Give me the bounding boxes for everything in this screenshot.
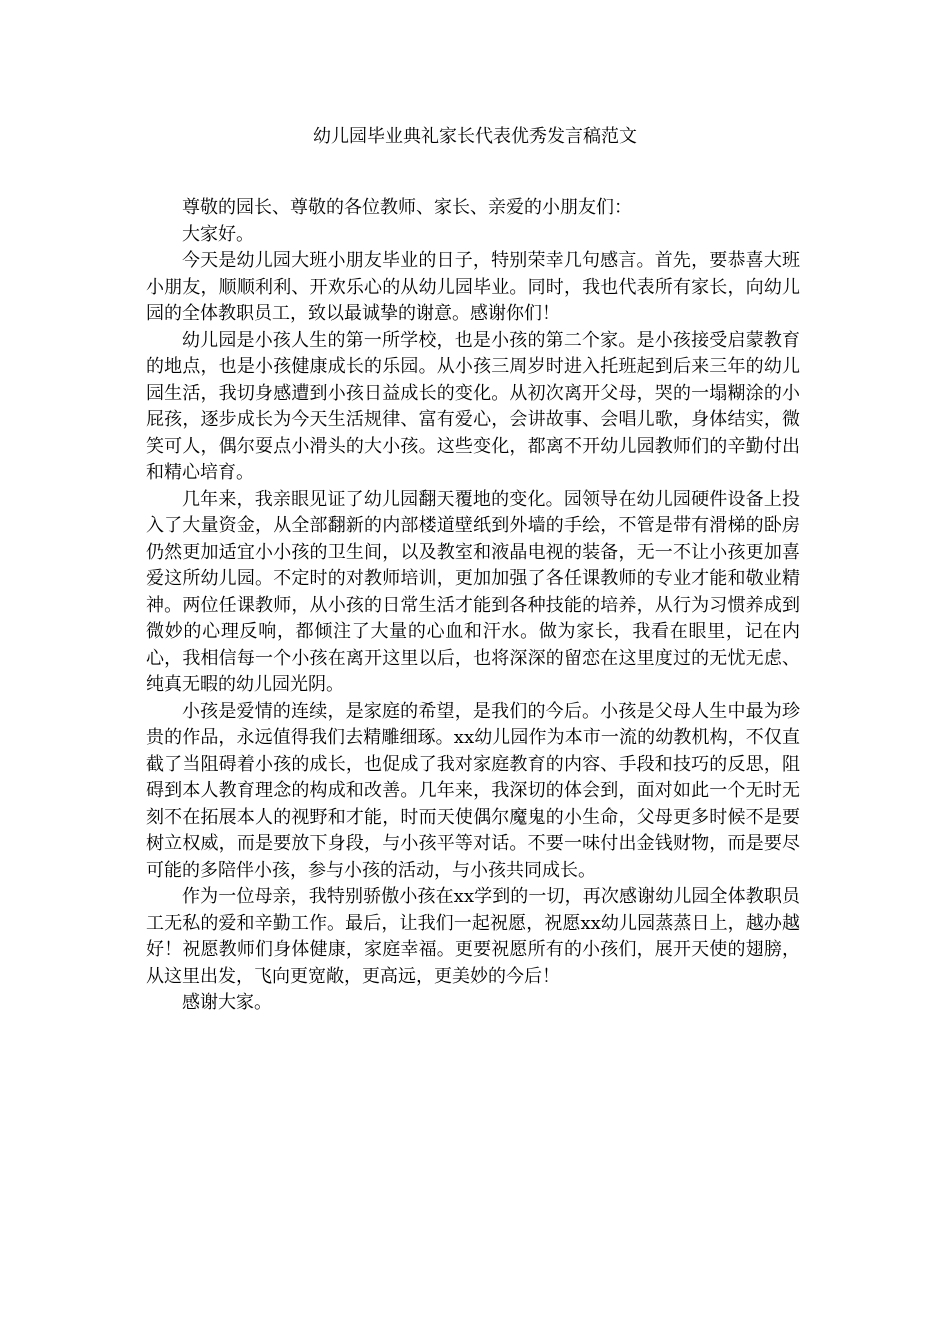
body-paragraph: 作为一位母亲，我特别骄傲小孩在xx学到的一切，再次感谢幼儿园全体教职员工无私的爱和辛勤工作。最后，让我们一起祝愿，祝愿xx幼儿园蒸蒸日上，越办越好！祝愿教师们身体健康，家庭幸福。更要祝愿所有的小孩们，展开天使的翅膀，从这里出发，飞向更宽敞，更高远，更美妙的今后！: [146, 886, 800, 987]
salutation-paragraph: 尊敬的园长、尊敬的各位教师、家长、亲爱的小朋友们：: [182, 197, 632, 218]
body-paragraph: 小孩是爱情的连续，是家庭的希望，是我们的今后。小孩是父母人生中最为珍贵的作品，永远值得我们去精雕细琢。xx幼儿园作为本市一流的幼教机构，不仅直截了当阻碍着小孩的成长，也促成了我对家庭教育的内容、手段和技巧的反思，阻碍到本人教育理念的构成和改善。几年来，我深切的体会到，面对如此一个无时无刻不在拓展本人的视野和才能，时而天使偶尔魔鬼的小生命，父母更多时候不是要树立权威，而是要放下身段，与小孩平等对话。不要一味付出金钱财物，而是要尽可能的多陪伴小孩，参与小孩的活动，与小孩共同成长。: [146, 700, 800, 881]
document-body: [146, 195, 800, 1017]
closing-paragraph: 感谢大家。: [182, 992, 272, 1013]
body-paragraph: 今天是幼儿园大班小朋友毕业的日子，特别荣幸几句感言。首先，要恭喜大班小朋友，顺顺利利、开欢乐心的从幼儿园毕业。同时，我也代表所有家长，向幼儿园的全体教职员工，致以最诚挚的谢意。感谢你们！: [146, 250, 800, 324]
body-paragraph: 几年来，我亲眼见证了幼儿园翻天覆地的变化。园领导在幼儿园硬件设备上投入了大量资金，从全部翻新的内部楼道壁纸到外墙的手绘，不管是带有滑梯的卧房仍然更加适宜小小孩的卫生间，以及教室和液晶电视的装备，无一不让小孩更加喜爱这所幼儿园。不定时的对教师培训，更加加强了各任课教师的专业才能和敬业精神。两位任课教师，从小孩的日常生活才能到各种技能的培养，从行为习惯养成到微妙的心理反响，都倾注了大量的心血和汗水。做为家长，我看在眼里，记在内心，我相信每一个小孩在离开这里以后，也将深深的留恋在这里度过的无忧无虑、纯真无暇的幼儿园光阴。: [146, 488, 800, 695]
body-paragraph: 幼儿园是小孩人生的第一所学校，也是小孩的第二个家。是小孩接受启蒙教育的地点，也是小孩健康成长的乐园。从小孩三周岁时进入托班起到后来三年的幼儿园生活，我切身感遭到小孩日益成长的变化。从初次离开父母，哭的一塌糊涂的小屁孩，逐步成长为今天生活规律、富有爱心，会讲故事、会唱儿歌，身体结实，微笑可人，偶尔耍点小滑头的大小孩。这些变化，都离不开幼儿园教师们的辛勤付出和精心培育。: [146, 329, 800, 483]
document-title: 幼儿园毕业典礼家长代表优秀发言稿范文: [313, 126, 637, 147]
greeting-paragraph: 大家好。: [182, 223, 254, 245]
